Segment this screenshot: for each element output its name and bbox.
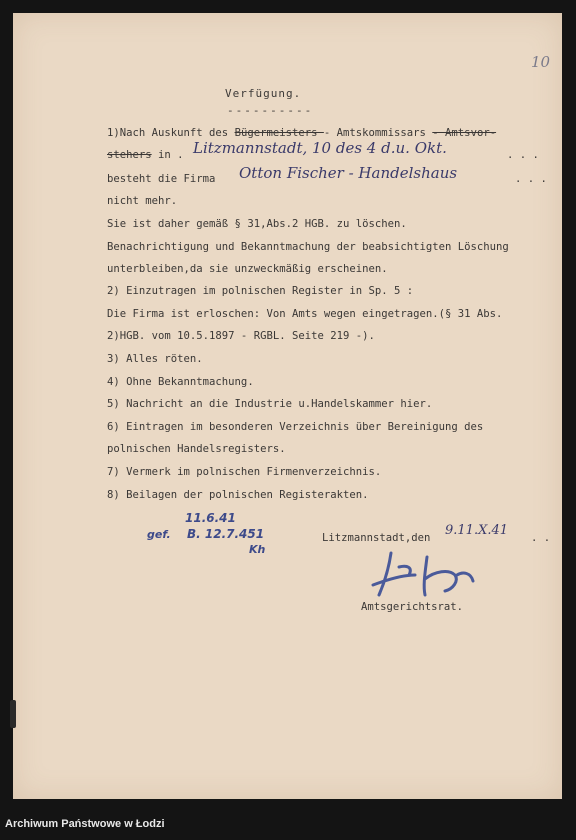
- text-line-2: [107, 149, 184, 161]
- text-line-11: 3) Alles röten.: [107, 353, 203, 365]
- struck-text: - Amtsvor-: [432, 127, 497, 139]
- closing-place-date: [322, 532, 430, 544]
- text-line-17: 8) Beilagen der polnischen Registerakten.: [107, 489, 369, 501]
- handwritten-initials: Kh: [249, 543, 266, 556]
- text-line-6: Benachrichtigung und Bekanntmachung der beabsichtigten Löschung: [107, 241, 509, 253]
- text-line-12: 4) Ohne Bekanntmachung.: [107, 376, 254, 388]
- text-segment: Litzmannstadt,den: [322, 532, 431, 544]
- text-segment: 1)Nach Auskunft des: [107, 127, 235, 139]
- page-number: 10: [531, 53, 551, 71]
- document-page: [13, 13, 562, 799]
- title-underline: ----------: [227, 104, 314, 117]
- handwritten-date: 9.11.X.41: [445, 523, 509, 538]
- text-segment: in .: [151, 149, 184, 161]
- text-line-10: 2)HGB. vom 10.5.1897 - RGBL. Seite 219 -).: [107, 330, 375, 342]
- struck-text: stehers: [107, 149, 152, 161]
- text-line-1: [107, 127, 496, 139]
- trailing-dots: . . .: [515, 173, 547, 185]
- handwritten-place: Litzmannstadt, 10 des 4 d.u. Okt.: [193, 139, 447, 157]
- text-line-16: 7) Vermerk im polnischen Firmenverzeichnis.: [107, 466, 382, 478]
- document-title: Verfügung.: [225, 87, 302, 100]
- handwritten-note-gef: gef.: [147, 528, 171, 541]
- text-segment: - Amtskommissars: [323, 127, 433, 139]
- handwritten-note-date: B. 12.7.451: [187, 527, 265, 541]
- handwritten-firm: Otton Fischer - Handelshaus: [239, 164, 458, 182]
- signature-icon: [369, 545, 489, 601]
- text-line-3: [107, 173, 215, 185]
- text-line-15: polnischen Handelsregisters.: [107, 443, 286, 455]
- binder-clip: [10, 700, 16, 728]
- text-line-13: 5) Nachricht an die Industrie u.Handelskammer hier.: [107, 398, 433, 410]
- struck-text: Bügermeisters: [234, 127, 324, 139]
- text-line-5: Sie ist daher gemäß § 31,Abs.2 HGB. zu löschen.: [107, 218, 407, 230]
- text-line-8: 2) Einzutragen im polnischen Register in Sp. 5 :: [107, 285, 414, 297]
- text-line-14: 6) Eintragen im besonderen Verzeichnis über Bereinigung des: [107, 421, 484, 433]
- archive-footer: Archiwum Państwowe w Łodzi: [5, 818, 165, 830]
- trailing-dots: . .: [531, 532, 551, 544]
- text-line-9: Die Firma ist erloschen: Von Amts wegen eingetragen.(§ 31 Abs.: [107, 308, 503, 320]
- text-line-7: unterbleiben,da sie unzweckmäßig erscheinen.: [107, 263, 388, 275]
- stamp-date: 11.6.41: [185, 511, 236, 525]
- signature: [369, 545, 489, 601]
- signatory-title: Amtsgerichtsrat.: [361, 601, 464, 613]
- text-segment: besteht die Firma: [107, 173, 216, 185]
- trailing-dots: . . .: [507, 149, 539, 161]
- text-line-4: nicht mehr.: [107, 195, 178, 207]
